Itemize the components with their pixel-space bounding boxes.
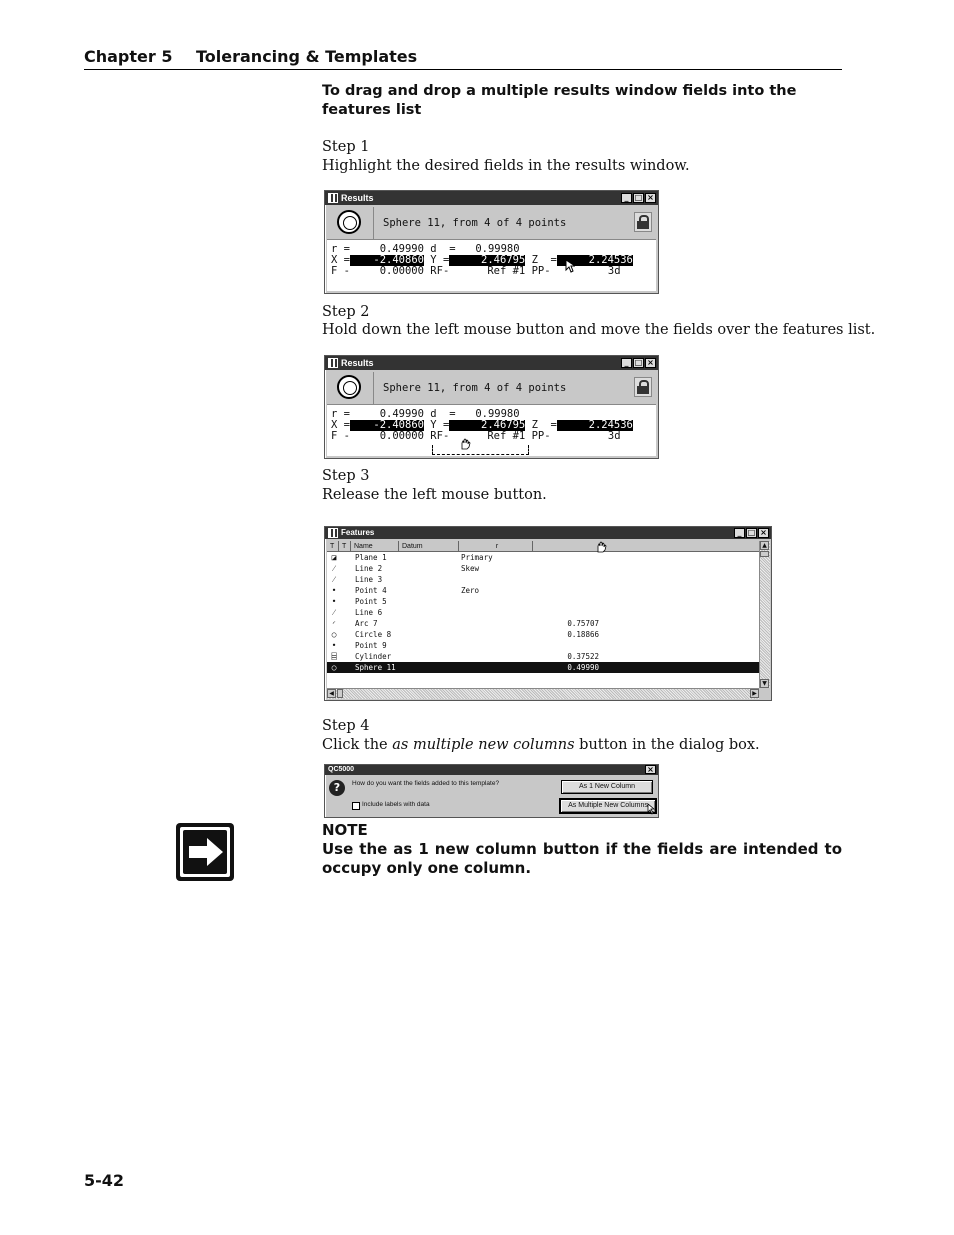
features-titlebar[interactable] <box>325 527 771 539</box>
horizontal-scrollbar[interactable] <box>327 688 759 699</box>
feature-type-icon: ⁄ <box>333 564 335 573</box>
results-heading: Sphere 11, from 4 of 4 points <box>383 217 567 229</box>
qc5000-dialog <box>324 764 659 818</box>
dialog-title: QC5000 <box>328 766 355 773</box>
feature-datum <box>461 574 509 585</box>
chapter-label: Chapter 5 <box>84 47 173 66</box>
result-row <box>331 266 621 277</box>
feature-name: Arc 7 <box>355 619 378 628</box>
mouse-pointer-icon <box>565 259 575 273</box>
field-label: PP- <box>531 265 551 277</box>
feature-r-value <box>509 585 599 596</box>
feature-name: Line 2 <box>355 564 383 573</box>
close-button[interactable]: × <box>758 528 769 538</box>
feature-r-value <box>509 640 599 651</box>
minimize-button[interactable]: _ <box>621 358 632 368</box>
scroll-left-arrow[interactable]: ◀ <box>327 689 336 698</box>
results-titlebar[interactable] <box>325 356 658 370</box>
lock-icon[interactable] <box>634 377 652 397</box>
column-header-t2[interactable]: T <box>339 541 351 552</box>
feature-name: Cylinder <box>355 652 392 661</box>
field-value-highlighted[interactable]: 2.46795 <box>449 255 525 266</box>
procedure-title: To drag and drop a multiple results window fields into the features list <box>322 83 797 118</box>
feature-type-icon: • <box>331 586 337 595</box>
field-value[interactable]: 3d <box>607 430 621 442</box>
field-label: X = <box>331 419 350 431</box>
field-value[interactable]: 0.49990 <box>379 408 424 420</box>
field-label: Z = <box>531 419 557 431</box>
feature-row[interactable] <box>327 563 759 574</box>
feature-datum: Zero <box>461 586 480 595</box>
note-heading: NOTE <box>322 821 368 839</box>
scroll-thumb-h[interactable] <box>337 689 343 698</box>
dialog-close-button[interactable]: × <box>645 765 656 774</box>
features-rows <box>327 552 759 673</box>
features-list <box>327 541 759 688</box>
feature-datum <box>461 662 509 673</box>
include-labels-checkbox[interactable] <box>352 802 360 810</box>
mouse-pointer-icon <box>647 803 655 815</box>
column-header-datum[interactable]: Datum <box>399 541 459 552</box>
vertical-scrollbar[interactable] <box>759 541 770 688</box>
step-2-label: Step 2 <box>322 304 370 320</box>
include-labels-label: Include labels with data <box>362 801 430 808</box>
feature-type-icon: ⁄ <box>333 608 335 617</box>
field-label: PP- <box>531 430 551 442</box>
minimize-button[interactable]: _ <box>621 193 632 203</box>
feature-name: Plane 1 <box>355 553 387 562</box>
feature-row[interactable] <box>327 651 759 662</box>
results-window-step2 <box>324 355 659 459</box>
field-value[interactable]: 0.00000 <box>379 430 424 442</box>
feature-r-value <box>509 607 599 618</box>
scroll-up-arrow[interactable]: ▲ <box>760 541 769 550</box>
field-value-highlighted[interactable]: 2.24536 <box>557 255 633 266</box>
results-body <box>327 207 656 291</box>
question-icon: ? <box>329 780 345 796</box>
step-1-label: Step 1 <box>322 139 370 155</box>
field-value-highlighted[interactable]: 2.24536 <box>557 420 633 431</box>
header-rule <box>84 69 842 70</box>
feature-row[interactable] <box>327 629 759 640</box>
feature-name: Line 6 <box>355 608 383 617</box>
features-header <box>327 541 759 552</box>
drop-hand-icon <box>595 541 607 553</box>
field-value[interactable]: 0.49990 <box>379 243 424 255</box>
step-4-text-a: Click the <box>322 737 393 753</box>
feature-name: Point 9 <box>355 641 387 650</box>
minimize-button[interactable]: _ <box>734 528 745 538</box>
field-label: r = <box>331 243 350 255</box>
results-body <box>327 372 656 456</box>
page-number: 5-42 <box>84 1171 125 1190</box>
result-row <box>331 431 621 442</box>
results-title: Results <box>341 358 374 368</box>
field-value-highlighted[interactable]: -2.40860 <box>350 420 424 431</box>
sphere-feature-icon <box>337 210 361 234</box>
feature-r-value <box>509 574 599 585</box>
field-label: Y = <box>430 419 450 431</box>
note-arrow-icon <box>175 822 235 882</box>
column-header-name[interactable]: Name <box>351 541 399 552</box>
field-value[interactable]: Ref #1 <box>487 265 526 277</box>
note-text: Use the as 1 new column button if the fields are intended to occupy only one column. <box>322 840 842 877</box>
results-app-icon <box>328 193 338 203</box>
chapter-title: Tolerancing & Templates <box>196 47 418 66</box>
feature-row[interactable] <box>327 640 759 651</box>
maximize-button[interactable]: □ <box>747 528 756 537</box>
scroll-down-arrow[interactable]: ▼ <box>760 679 769 688</box>
feature-datum: Primary <box>461 553 493 562</box>
feature-r-value: 0.18866 <box>567 630 599 639</box>
feature-type-icon: • <box>331 597 337 606</box>
field-value[interactable]: 0.00000 <box>379 265 424 277</box>
feature-name: Line 3 <box>355 575 383 584</box>
results-title: Results <box>341 193 374 203</box>
lock-icon[interactable] <box>634 212 652 232</box>
feature-datum <box>461 618 509 629</box>
step-2-text: Hold down the left mouse button and move the fields over the features list. <box>322 322 876 338</box>
feature-row[interactable] <box>327 585 759 596</box>
feature-type-icon: ◪ <box>331 553 337 562</box>
drag-hand-icon <box>459 438 471 450</box>
feature-name: Point 5 <box>355 597 387 606</box>
column-header-empty <box>533 541 759 552</box>
close-button[interactable]: × <box>645 358 656 368</box>
feature-datum: Skew <box>461 564 480 573</box>
feature-row[interactable] <box>327 574 759 585</box>
feature-row[interactable] <box>327 607 759 618</box>
results-window-step1 <box>324 190 659 294</box>
feature-row[interactable] <box>327 596 759 607</box>
as-multiple-new-columns-button[interactable]: As Multiple New Columns <box>559 798 657 814</box>
feature-r-value: 0.37522 <box>567 652 599 661</box>
result-row <box>331 420 633 431</box>
feature-datum <box>461 640 509 651</box>
field-label: F - <box>331 430 350 442</box>
features-title: Features <box>341 528 375 537</box>
scroll-right-arrow[interactable]: ▶ <box>750 689 759 698</box>
field-value-highlighted[interactable]: 2.46795 <box>449 420 525 431</box>
dialog-titlebar[interactable] <box>325 765 658 775</box>
feature-type-icon: ⁄ <box>333 575 335 584</box>
sphere-feature-icon <box>337 375 361 399</box>
feature-r-value: 0.75707 <box>567 619 599 628</box>
feature-name: Point 4 <box>355 586 387 595</box>
step-4-text-italic: as multiple new columns <box>392 737 575 753</box>
step-3-label: Step 3 <box>322 468 370 484</box>
feature-type-icon: ○ <box>331 630 337 639</box>
step-4-text-b: button in the dialog box. <box>574 737 760 753</box>
feature-type-icon: ◜ <box>331 619 337 628</box>
column-header-t1[interactable]: T <box>327 541 339 552</box>
feature-r-value <box>509 552 599 563</box>
features-app-icon <box>328 528 338 538</box>
field-value[interactable]: 0.99980 <box>475 243 520 255</box>
features-window <box>324 526 772 701</box>
feature-r-value: 0.49990 <box>567 663 599 672</box>
maximize-button[interactable]: □ <box>634 193 643 202</box>
field-value[interactable]: Ref #1 <box>487 430 526 442</box>
as-1-new-column-button[interactable]: As 1 New Column <box>561 780 653 794</box>
feature-type-icon: ○ <box>331 663 337 672</box>
step-3-text: Release the left mouse button. <box>322 487 547 503</box>
field-label: d = <box>430 408 456 420</box>
step-4-label: Step 4 <box>322 718 370 734</box>
field-label: RF- <box>430 430 450 442</box>
feature-r-value <box>509 596 599 607</box>
feature-row[interactable] <box>327 662 759 673</box>
feature-r-value <box>509 563 599 574</box>
column-header-r[interactable]: r <box>459 541 533 552</box>
field-value-highlighted[interactable]: -2.40860 <box>350 255 424 266</box>
field-label: F - <box>331 265 350 277</box>
results-app-icon <box>328 358 338 368</box>
feature-name: Circle 8 <box>355 630 392 639</box>
field-label: r = <box>331 408 350 420</box>
feature-datum <box>461 607 509 618</box>
field-label: d = <box>430 243 456 255</box>
step-1-text: Highlight the desired fields in the results window. <box>322 158 690 174</box>
feature-datum <box>461 651 509 662</box>
field-label: Y = <box>430 254 450 266</box>
drag-outline <box>432 445 529 455</box>
feature-row[interactable] <box>327 552 759 563</box>
dialog-question: How do you want the fields added to this template? <box>352 780 500 787</box>
feature-type-icon: ⌸ <box>331 652 337 661</box>
feature-type-icon: • <box>331 641 337 650</box>
field-value[interactable]: 0.99980 <box>475 408 520 420</box>
field-value[interactable]: 3d <box>607 265 621 277</box>
feature-row[interactable] <box>327 618 759 629</box>
field-label: RF- <box>430 265 450 277</box>
feature-datum <box>461 629 509 640</box>
step-4-text <box>322 736 760 755</box>
results-titlebar[interactable] <box>325 191 658 205</box>
maximize-button[interactable]: □ <box>634 358 643 367</box>
close-button[interactable]: × <box>645 193 656 203</box>
result-row <box>331 255 633 266</box>
field-label: Z = <box>531 254 557 266</box>
scroll-thumb[interactable] <box>760 551 769 557</box>
feature-datum <box>461 596 509 607</box>
feature-name: Sphere 11 <box>355 663 396 672</box>
field-label: X = <box>331 254 350 266</box>
results-heading: Sphere 11, from 4 of 4 points <box>383 382 567 394</box>
